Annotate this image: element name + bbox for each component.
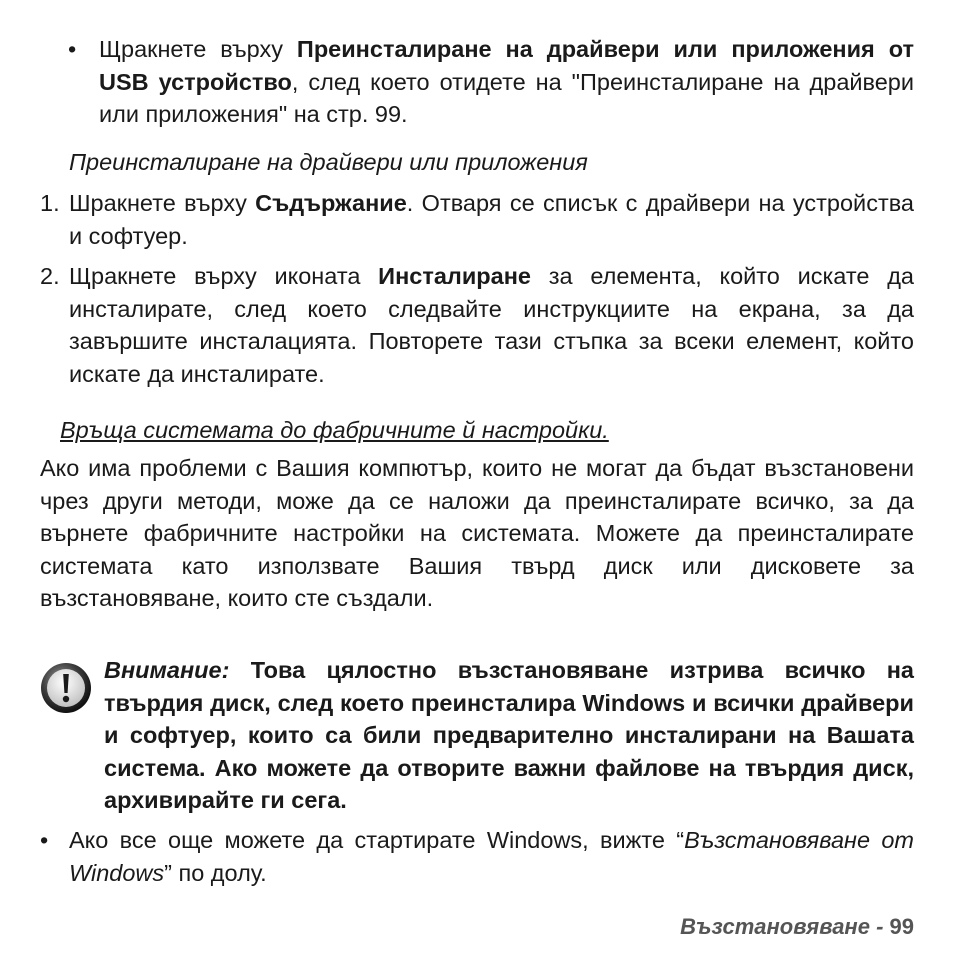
step-text-cont: . Отваря се списък с драйвери на устройства и софтуер. (69, 190, 914, 249)
bullet-text: Ако все още можете да стартирате Windows, вижте “ (69, 827, 685, 853)
step-text: Щракнете върху иконата (69, 263, 379, 289)
bullet-italic-link[interactable]: Възстановяване от Windows (69, 827, 914, 886)
step-item-1 (69, 187, 914, 252)
step-number: 1. (40, 190, 60, 216)
bullet-item-windows (69, 824, 914, 889)
section-heading-link[interactable]: Връща системата до фабричните й настройки. (60, 417, 609, 443)
warning-label: Внимание: (104, 657, 230, 683)
bullet-text-cont: , след което отидете на "Преинсталиране на драйвери или приложения" на стр. 99. (99, 68, 915, 127)
bullet-marker: • (40, 827, 49, 853)
exclamation-icon (40, 662, 92, 714)
step-bold-text: Инсталиране (378, 263, 531, 289)
bullet-text: Щракнете върху (99, 36, 297, 62)
step-number: 2. (40, 263, 60, 289)
step-item-2 (69, 260, 914, 390)
page-number: 99 (889, 914, 914, 939)
page-footer (680, 914, 914, 940)
warning-text: Това цялостно възстановяване изтрива всичко на твърдия диск, след което преинсталира Windows и всички драйвери и софтуер, които са били предварително инсталирани на Вашата система. Ако можете да отворите важни файлове на твърдия диск, архивирайте ги сега. (104, 657, 914, 813)
step-text: Шракнете върху (69, 190, 256, 216)
bullet-item-usb-reinstall (99, 33, 914, 131)
warning-note (104, 654, 914, 817)
bullet-marker: • (68, 36, 77, 62)
step-text-cont: за елемента, който искате да инсталирате, след което следвайте инструкциите на екрана, за да завършите инсталацията. Повторете тази стъпка за всеки елемент, който искате да инсталирате. (69, 263, 914, 387)
bullet-text-cont: ” по долу. (164, 859, 267, 886)
body-paragraph: Ако има проблеми с Вашия компютър, които не могат да бъдат възстановени чрез други методи, може да се наложи да преинсталирате всичко, за да върнете фабричните настройки на системата. Можете да преинсталирате системата като използвате Вашия твърд диск или дисковете за възстановяване, които сте създали. (40, 455, 914, 611)
subheading: Преинсталиране на драйвери или приложения (69, 149, 588, 175)
footer-title: Възстановяване - (680, 914, 890, 939)
step-bold-text: Съдържание (255, 190, 407, 216)
bullet-bold-text: Преинсталиране на драйвери или приложения от USB устройство (99, 36, 915, 95)
